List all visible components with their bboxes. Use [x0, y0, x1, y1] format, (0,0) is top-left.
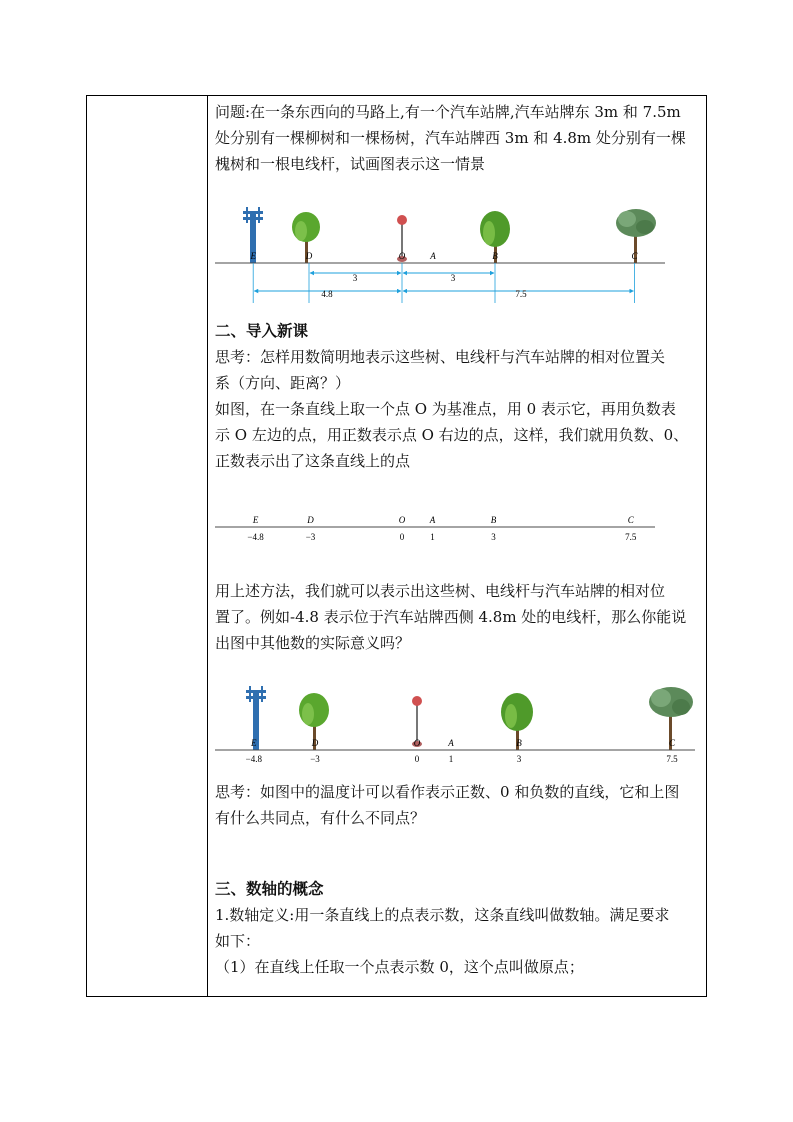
point-label-e: E — [250, 251, 256, 261]
tick-value: −3 — [310, 754, 320, 764]
tick-value: 0 — [414, 754, 420, 764]
definition-line: 如下： — [215, 932, 261, 950]
think-line: 有什么共同点，有什么不同点？ — [215, 809, 426, 827]
think-paragraph — [215, 779, 698, 831]
section-concept — [215, 876, 698, 980]
tick-value: 3 — [491, 532, 496, 542]
point-label-a: A — [429, 515, 436, 525]
rule-line: （1）在直线上任取一个点表示数 0，这个点叫做原点； — [215, 958, 584, 976]
tick-value: −4.8 — [247, 532, 264, 542]
tick-value: 3 — [516, 754, 522, 764]
distance-label: 3 — [352, 273, 358, 283]
method-line: 正数表示出了这条直线上的点 — [215, 452, 411, 470]
think-line: 系（方向、距离？） — [215, 374, 351, 392]
distance-label: 4.8 — [321, 289, 333, 299]
tick-value: 7.5 — [666, 754, 678, 764]
paragraph-line: 置了。例如-4.8 表示位于汽车站牌西侧 4.8m 处的电线杆，那么你能说 — [215, 608, 687, 626]
tick-value: −3 — [305, 532, 316, 542]
method-line: 如图，在一条直线上取一个点 O 为基准点，用 0 表示它，再用负数表 — [215, 400, 676, 418]
point-label-c: C — [631, 251, 638, 261]
figure-scene-number-line — [215, 680, 700, 770]
point-label-d: D — [305, 251, 313, 261]
point-label-e: E — [252, 515, 259, 525]
tick-value: −4.8 — [245, 754, 262, 764]
point-label-c: C — [668, 738, 676, 748]
point-label-d: D — [311, 738, 319, 748]
tick-value: 1 — [430, 532, 435, 542]
point-label-d: D — [307, 515, 314, 525]
lesson-table — [86, 95, 707, 997]
problem-line: 问题:在一条东西向的马路上,有一个汽车站牌,汽车站牌东 3m 和 7.5m — [215, 103, 681, 121]
problem-line: 处分别有一棵柳树和一棵杨树，汽车站牌西 3m 和 4.8m 处分别有一棵 — [215, 129, 686, 147]
section-title: 三、数轴的概念 — [215, 880, 324, 898]
tick-value: 7.5 — [625, 532, 637, 542]
point-label-c: C — [627, 515, 634, 525]
point-label-a: A — [448, 738, 454, 748]
distance-label: 7.5 — [515, 289, 527, 299]
paragraph-line: 出图中其他数的实际意义吗？ — [215, 634, 411, 652]
point-label-o: O — [398, 251, 406, 261]
point-label-o: O — [398, 515, 406, 525]
point-label-b: B — [490, 515, 497, 525]
problem-text — [215, 99, 698, 177]
think-line: 思考：怎样用数简明地表示这些树、电线杆与汽车站牌的相对位置关 — [215, 348, 666, 366]
tick-value: 1 — [448, 754, 454, 764]
point-label-e: E — [251, 738, 257, 748]
method-line: 示 O 左边的点，用正数表示点 O 右边的点，这样，我们就用负数、0、 — [215, 426, 689, 444]
column-divider — [207, 96, 208, 996]
think-line: 思考：如图中的温度计可以看作表示正数、0 和负数的直线，它和上图 — [215, 783, 680, 801]
point-label-a: A — [430, 251, 436, 261]
section-title: 二、导入新课 — [215, 322, 309, 340]
problem-line: 槐树和一根电线杆，试画图表示这一情景 — [215, 155, 486, 173]
figure-number-line — [215, 508, 665, 548]
tick-value: 0 — [399, 532, 405, 542]
figure-scene-distances — [215, 201, 685, 313]
definition-line: 1.数轴定义:用一条直线上的点表示数，这条直线叫做数轴。满足要求 — [215, 906, 670, 924]
method-paragraph — [215, 578, 698, 656]
paragraph-line: 用上述方法，我们就可以表示出这些树、电线杆与汽车站牌的相对位 — [215, 582, 666, 600]
section-intro — [215, 318, 698, 474]
point-label-o: O — [413, 738, 421, 748]
point-label-b: B — [516, 738, 522, 748]
distance-label: 3 — [450, 273, 456, 283]
point-label-b: B — [492, 251, 498, 261]
